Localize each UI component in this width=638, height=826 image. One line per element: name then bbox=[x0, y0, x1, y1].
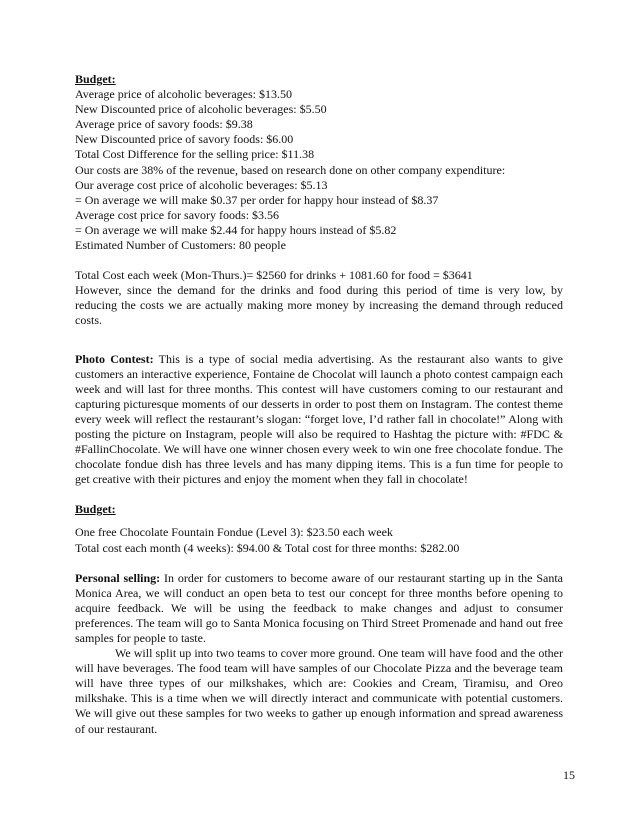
photo-contest-paragraph bbox=[75, 352, 563, 488]
personal-selling-paragraph bbox=[75, 571, 563, 646]
budget-line: Our costs are 38% of the revenue, based on research done on other company expenditure: bbox=[75, 162, 506, 177]
personal-selling-text: In order for customers to become aware of our restaurant starting up in the Santa Monica Area, we will conduct an open beta to test our concept for three months before opening to acquire feedback. We will be using the feedback to make changes and adjust to consumer preferences. The team will go to Santa Monica focusing on Third Street Promenade and hand out free samples for people to taste. bbox=[75, 570, 563, 645]
budget-line: Average price of alcoholic beverages: $13.50 bbox=[75, 87, 293, 102]
document-page bbox=[75, 72, 563, 737]
spacer bbox=[75, 329, 563, 352]
budget-line: Estimated Number of Customers: 80 people bbox=[75, 238, 286, 253]
budget-line: New Discounted price of savory foods: $6.00 bbox=[75, 132, 294, 147]
budget-line: New Discounted price of alcoholic beverages: $5.50 bbox=[75, 102, 327, 117]
photo-contest-label: Photo Contest: bbox=[75, 351, 154, 366]
budget-line: Average cost price for savory foods: $3.56 bbox=[75, 207, 280, 222]
spacer bbox=[75, 253, 563, 268]
budget-line: Average price of savory foods: $9.38 bbox=[75, 117, 253, 132]
budget-line: Total Cost Difference for the selling price: $11.38 bbox=[75, 147, 315, 162]
total-cost-line: Total Cost each week (Mon-Thurs.)= $2560 for drinks + 1081.60 for food = $3641 bbox=[75, 268, 473, 283]
spacer bbox=[75, 487, 563, 502]
personal-selling-paragraph-2: We will split up into two teams to cover more ground. One team will have food and the other will have beverages. The food team will have samples of our Chocolate Pizza and the beverage team will have three types of our milkshakes, which are: Cookies and Cream, Tiramisu, and Oreo milkshake. This is a time when we will directly interact and communicate with potential customers. We will give out these samples for two weeks to gather up enough information and spread awareness of our restaurant. bbox=[75, 646, 563, 736]
budget-line: Total cost each month (4 weeks): $94.00 & Total cost for three months: $282.00 bbox=[75, 540, 460, 555]
spacer bbox=[75, 556, 563, 571]
budget-line: One free Chocolate Fountain Fondue (Level 3): $23.50 each week bbox=[75, 525, 393, 540]
photo-contest-text: This is a type of social media advertising. As the restaurant also wants to give customers an interactive experience, Fontaine de Chocolat will launch a photo contest campaign each week and will last for three months. This contest will have customers coming to our restaurant and capturing picturesque moments of our desserts in order to post them on Instagram. The contest theme every week will reflect the restaurant’s slogan: “forget love, I’d rather fall in chocolate!” Along with posting the picture on Instagram, people will also be required to Hashtag the picture with: #FDC & #FallinChocolate. We will have one winner chosen every week to win one free chocolate fondue. The chocolate fondue dish has three levels and has many dipping items. This is a fun time for people to get creative with their pictures and enjoy the moment when they fall in chocolate! bbox=[75, 351, 563, 487]
budget-heading: Budget: bbox=[75, 502, 116, 517]
budget-line: = On average we will make $2.44 for happy hours instead of $5.82 bbox=[75, 222, 397, 237]
page-number: 15 bbox=[563, 768, 575, 782]
budget-heading: Budget: bbox=[75, 72, 116, 86]
budget-line: = On average we will make $0.37 per order for happy hour instead of $8.37 bbox=[75, 192, 439, 207]
however-paragraph: However, since the demand for the drinks and food during this period of time is very low, by reducing the costs we are actually making more money by increasing the demand through reduced costs. bbox=[75, 283, 563, 328]
personal-selling-label: Personal selling: bbox=[75, 570, 161, 585]
spacer bbox=[75, 517, 563, 525]
budget-line: Our average cost price of alcoholic beverages: $5.13 bbox=[75, 177, 328, 192]
